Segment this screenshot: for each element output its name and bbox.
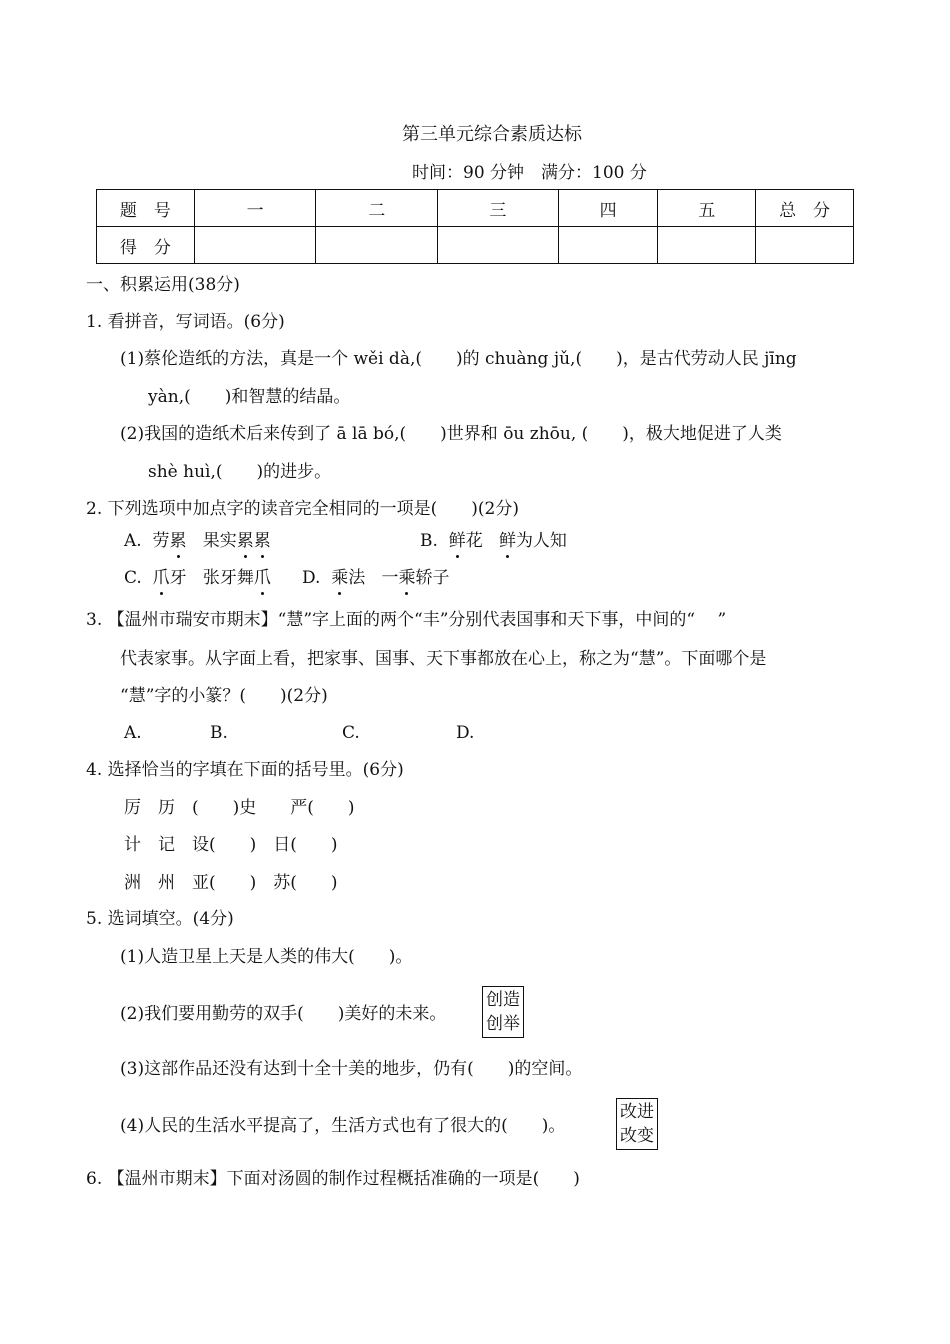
question-1-stem: 1. 看拼音，写词语。(6分) bbox=[86, 312, 285, 332]
word: 劳 bbox=[152, 531, 170, 551]
question-3-line: 代表家事。从字面上看，把家事、国事、天下事都放在心上，称之为“慧”。下面哪个是 bbox=[120, 649, 767, 669]
score-input-cell[interactable] bbox=[316, 227, 438, 264]
dotted-char: 鲜 bbox=[448, 531, 466, 551]
question-1-line: yàn,( )和智慧的结晶。 bbox=[148, 387, 351, 407]
word: 花 bbox=[465, 531, 483, 551]
score-input-cell[interactable] bbox=[658, 227, 756, 264]
score-table bbox=[96, 189, 854, 264]
question-2-stem: 2. 下列选项中加点字的读音完全相同的一项是( )(2分) bbox=[86, 499, 519, 519]
word: 果实 bbox=[202, 531, 237, 551]
exam-time-info: 时间：90 分钟 满分：100 分 bbox=[412, 163, 647, 183]
word: 法 bbox=[348, 568, 366, 588]
question-5-sentence: (4)人民的生活水平提高了，生活方式也有了很大的( )。 bbox=[120, 1116, 566, 1136]
option-b[interactable] bbox=[420, 530, 567, 552]
question-5-stem: 5. 选词填空。(4分) bbox=[86, 909, 234, 929]
word: 一 bbox=[381, 568, 399, 588]
option-c[interactable]: C. bbox=[342, 723, 360, 743]
word-choice: 改变 bbox=[620, 1126, 654, 1146]
question-1-line: (1)蔡伦造纸的方法，真是一个 wěi dà,( )的 chuàng jǔ,( )，是古代劳动人民 jīng bbox=[120, 349, 797, 369]
dotted-char: 爪 bbox=[253, 568, 271, 588]
dotted-char: 爪 bbox=[152, 568, 170, 588]
question-4-stem: 4. 选择恰当的字填在下面的括号里。(6分) bbox=[86, 760, 404, 780]
score-input-cell[interactable] bbox=[756, 227, 854, 264]
score-table-header-row bbox=[97, 190, 854, 227]
dotted-char: 乘 bbox=[398, 568, 416, 588]
option-d[interactable] bbox=[302, 567, 449, 589]
question-5-sentence: (1)人造卫星上天是人类的伟大( )。 bbox=[120, 947, 413, 967]
word-choice: 创造 bbox=[486, 990, 520, 1010]
option-label: C. bbox=[124, 568, 142, 588]
question-6-stem: 6. 【温州市期末】下面对汤圆的制作过程概括准确的一项是( ) bbox=[86, 1169, 580, 1189]
question-1-line: shè huì,( )的进步。 bbox=[148, 462, 332, 482]
word: 轿子 bbox=[415, 568, 450, 588]
score-input-cell[interactable] bbox=[438, 227, 559, 264]
question-5-sentence: (2)我们要用勤劳的双手( )美好的未来。 bbox=[120, 1004, 447, 1024]
question-1-line: (2)我国的造纸术后来传到了 ā lā bó,( )世界和 ōu zhōu, ( )，极大地促进了人类 bbox=[120, 424, 782, 444]
dotted-char: 乘 bbox=[331, 568, 349, 588]
word-choice: 改进 bbox=[620, 1102, 654, 1122]
score-table-score-row bbox=[97, 227, 854, 264]
dotted-char: 累 bbox=[169, 531, 187, 551]
score-table-cell: 得 分 bbox=[97, 227, 195, 264]
dotted-char: 鲜 bbox=[498, 531, 516, 551]
question-4-row: 计 记 设( ) 日( ) bbox=[124, 835, 338, 855]
score-table-cell: 二 bbox=[316, 190, 438, 227]
word: 为人知 bbox=[515, 531, 567, 551]
score-input-cell[interactable] bbox=[194, 227, 316, 264]
question-4-row: 厉 历 ( )史 严( ) bbox=[124, 798, 355, 818]
word-choice: 创举 bbox=[486, 1014, 520, 1034]
question-3-line: “慧”字的小篆？( )(2分) bbox=[120, 686, 328, 706]
score-table-cell: 一 bbox=[194, 190, 316, 227]
section-heading: 一、积累运用(38分) bbox=[86, 275, 240, 295]
option-d[interactable]: D. bbox=[456, 723, 475, 743]
score-table-cell: 三 bbox=[438, 190, 559, 227]
option-label: B. bbox=[420, 531, 438, 551]
score-table-cell: 题 号 bbox=[97, 190, 195, 227]
question-3-line: 3. 【温州市瑞安市期末】“慧”字上面的两个“丰”分别代表国事和天下事，中间的“ ” bbox=[86, 610, 727, 630]
dotted-char: 累 bbox=[236, 531, 254, 551]
option-label: A. bbox=[124, 531, 142, 551]
dotted-char: 累 bbox=[253, 531, 271, 551]
score-table-cell: 五 bbox=[658, 190, 756, 227]
option-b[interactable]: B. bbox=[210, 723, 228, 743]
option-a[interactable]: A. bbox=[124, 723, 142, 743]
score-table-cell: 四 bbox=[558, 190, 658, 227]
question-4-row: 洲 州 亚( ) 苏( ) bbox=[124, 873, 338, 893]
question-5-sentence: (3)这部作品还没有达到十全十美的地步，仍有( )的空间。 bbox=[120, 1059, 583, 1079]
word: 张牙舞 bbox=[202, 568, 254, 588]
word: 牙 bbox=[169, 568, 187, 588]
page-title: 第三单元综合素质达标 bbox=[402, 124, 582, 145]
option-a[interactable] bbox=[124, 530, 271, 552]
option-label: D. bbox=[302, 568, 321, 588]
score-table-cell: 总 分 bbox=[756, 190, 854, 227]
option-c[interactable] bbox=[124, 567, 271, 589]
score-input-cell[interactable] bbox=[558, 227, 658, 264]
word-choice-box bbox=[616, 1098, 658, 1150]
word-choice-box bbox=[482, 986, 524, 1038]
